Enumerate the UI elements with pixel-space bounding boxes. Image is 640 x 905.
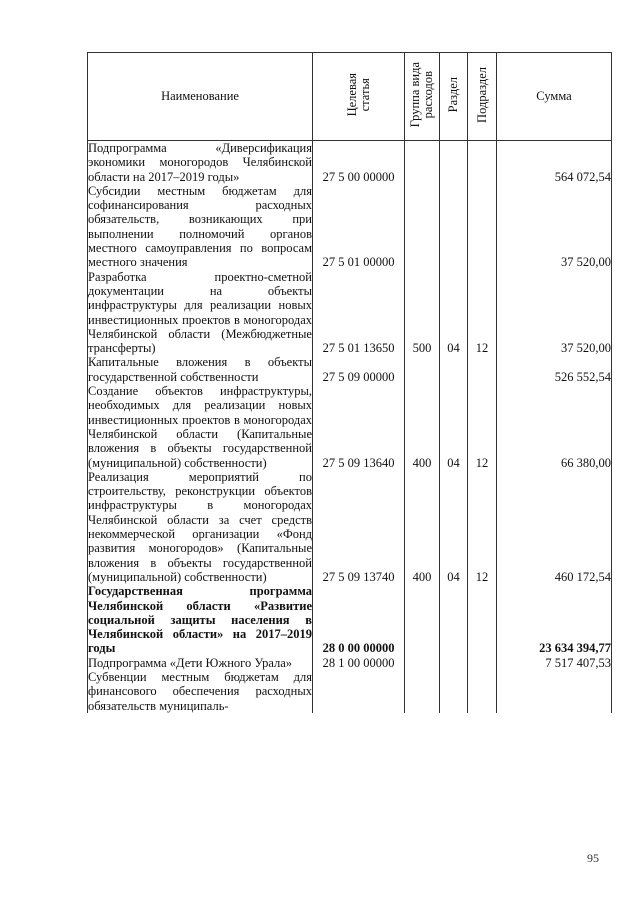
row-code <box>313 670 405 713</box>
table-row <box>88 270 612 356</box>
row-subsection <box>468 584 497 655</box>
header-name: Наименование <box>88 53 313 141</box>
row-group <box>405 656 440 670</box>
row-section: 04 <box>440 470 468 584</box>
row-section <box>440 670 468 713</box>
row-sum: 7 517 407,53 <box>497 656 612 670</box>
row-section <box>440 141 468 184</box>
table-row <box>88 656 612 670</box>
row-group <box>405 184 440 270</box>
header-group: Группа вида расходов <box>408 62 435 128</box>
row-subsection <box>468 184 497 270</box>
header-subsection-cell <box>468 53 497 141</box>
row-code: 27 5 01 13650 <box>313 270 405 356</box>
table-row <box>88 355 612 384</box>
row-code: 27 5 09 00000 <box>313 355 405 384</box>
row-section <box>440 584 468 655</box>
row-code: 28 1 00 00000 <box>313 656 405 670</box>
row-section <box>440 656 468 670</box>
row-name: Субсидии местным бюджетам для софинансирования расходных обязательств, возникающих при выполнении полномочий органов местного самоуправления по вопросам местного значения <box>88 183 312 270</box>
row-subsection: 12 <box>468 470 497 584</box>
row-name: Капитальные вложения в объекты государственной собственности <box>88 355 312 384</box>
table-row <box>88 184 612 270</box>
table-header-row <box>88 53 612 141</box>
row-name: Реализация мероприятий по строительству, реконструкции объектов инфраструктуры в моногородах Челябинской области за счет средств некоммерческой организации «Фонд развития моногородов» (Капитальные вложения в объекты государственной (муниципальной) собственности) <box>88 469 312 584</box>
row-subsection <box>468 656 497 670</box>
budget-table <box>87 52 612 713</box>
row-name: Создание объектов инфраструктуры, необходимых для реализации новых инвестиционных проектов в моногородах Челябинской области (Капитальные вложения в объекты государственной (муниципальной) собственности) <box>88 384 312 470</box>
row-group <box>405 355 440 384</box>
row-code: 27 5 00 00000 <box>313 141 405 184</box>
header-group-cell <box>405 53 440 141</box>
row-sum: 37 520,00 <box>497 270 612 356</box>
row-group: 500 <box>405 270 440 356</box>
row-code: 27 5 09 13640 <box>313 384 405 470</box>
page-number: 95 <box>587 851 599 865</box>
row-sum: 23 634 394,77 <box>497 584 612 655</box>
row-sum: 37 520,00 <box>497 184 612 270</box>
row-sum: 66 380,00 <box>497 384 612 470</box>
row-group <box>405 584 440 655</box>
table-row <box>88 584 612 655</box>
row-group: 400 <box>405 470 440 584</box>
header-target-cell <box>313 53 405 141</box>
row-code: 28 0 00 00000 <box>313 584 405 655</box>
table-row <box>88 384 612 470</box>
header-subsection: Подраздел <box>474 66 489 123</box>
row-group <box>405 670 440 713</box>
row-section: 04 <box>440 270 468 356</box>
row-subsection: 12 <box>468 270 497 356</box>
row-sum: 564 072,54 <box>497 141 612 184</box>
row-section <box>440 355 468 384</box>
row-section: 04 <box>440 384 468 470</box>
header-sum: Сумма <box>497 53 612 141</box>
row-subsection <box>468 355 497 384</box>
row-subsection <box>468 141 497 184</box>
row-name: Подпрограмма «Диверсификация экономики моногородов Челябинской области на 2017–2019 годы» <box>88 141 312 184</box>
row-group <box>405 141 440 184</box>
header-section-cell <box>440 53 468 141</box>
row-name: Субвенции местным бюджетам для финансового обеспечения расходных обязательств муниципаль- <box>88 669 312 713</box>
row-sum: 460 172,54 <box>497 470 612 584</box>
row-group: 400 <box>405 384 440 470</box>
row-sum <box>497 670 612 713</box>
header-section: Раздел <box>446 77 460 113</box>
row-sum: 526 552,54 <box>497 355 612 384</box>
row-subsection: 12 <box>468 384 497 470</box>
header-target: Целевая статья <box>344 73 372 117</box>
row-name: Подпрограмма «Дети Южного Урала» <box>88 656 313 670</box>
table-row <box>88 141 612 184</box>
row-code: 27 5 09 13740 <box>313 470 405 584</box>
row-name: Государственная программа Челябинской области «Развитие социальной защиты населения в Челябинской области» на 2017–2019 годы <box>88 584 312 656</box>
row-code: 27 5 01 00000 <box>313 184 405 270</box>
row-name: Разработка проектно-сметной документации на объекты инфраструктуры для реализации новых инвестиционных проектов в моногородах Челябинской области (Межбюджетные трансферты) <box>88 269 312 356</box>
row-subsection <box>468 670 497 713</box>
table-row <box>88 670 612 713</box>
table-row <box>88 470 612 584</box>
row-section <box>440 184 468 270</box>
